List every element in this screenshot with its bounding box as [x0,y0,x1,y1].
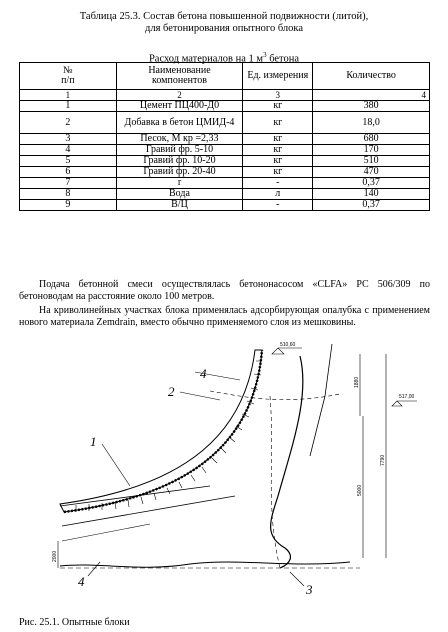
cell-unit: кг [243,145,313,156]
cell-qty: 380 [313,101,430,112]
paragraph-pump: Подача бетонной смеси осуществлялась бетононасосом «CLFA» PC 506/309 по бетоноводам на расстояние около 100 метров. [19,279,430,302]
formwork-band [60,350,262,512]
cell-qty: 680 [313,134,430,145]
column-number-row [20,90,430,101]
figure-caption: Рис. 25.1. Опытные блоки [19,617,130,628]
figure-label-4-bottom: 4 [78,574,85,589]
leader-line [180,392,220,400]
table-row [20,200,430,211]
table-row [20,156,430,167]
cell-unit: - [243,200,313,211]
table-row [20,178,430,189]
figure-label-4: 4 [200,366,207,381]
subtitle-tail: бетона [266,53,300,65]
col-number: 4 [313,90,430,101]
table-row [20,189,430,200]
header-unit: Ед. измерения [243,63,313,90]
header-name-line2: компонентов [152,75,207,86]
cell-unit: кг [243,167,313,178]
header-name-line1: Наименование [148,65,211,76]
cell-qty: 470 [313,167,430,178]
cell-num: 6 [20,167,117,178]
elevation-right: 517,00 [399,394,415,400]
leader-line [102,444,130,486]
elevation-marker [272,348,302,354]
dimension-7790: 7790 [380,454,386,466]
dimension-2000: 2000 [52,550,58,562]
leader-line [88,562,100,576]
subtitle-text: Расход материалов на 1 м [148,53,264,65]
table-header-row [20,63,430,90]
col-number: 3 [243,90,313,101]
cell-num: 7 [20,178,117,189]
cell-name: Цемент ПЦ400-Д0 [116,101,243,112]
cell-qty: 18,0 [313,112,430,134]
cell-num: 4 [20,145,117,156]
cell-qty: 140 [313,189,430,200]
cell-qty: 170 [313,145,430,156]
cell-unit: кг [243,101,313,112]
header-num [20,63,117,90]
cell-num: 2 [20,112,117,134]
cell-qty: 0,37 [313,178,430,189]
materials-table [19,62,430,211]
elevation-top: 510,60 [280,342,296,348]
cell-unit: кг [243,112,313,134]
cell-unit: кг [243,134,313,145]
cell-num: 9 [20,200,117,211]
cell-name: В/Ц [116,200,243,211]
subtitle-superscript: 3 [263,51,267,59]
figure-label-1: 1 [90,434,97,449]
cell-name: Гравий фр. 5-10 [116,145,243,156]
cell-name: Гравий фр. 20-40 [116,167,243,178]
table-row [20,167,430,178]
header-qty: Количество [313,63,430,90]
cell-name: r [116,178,243,189]
header-name [116,63,243,90]
cell-num: 8 [20,189,117,200]
leader-line [290,572,304,586]
col-number: 2 [116,90,243,101]
cell-unit: л [243,189,313,200]
table-title-line1: Таблица 25.3. Состав бетона повышенной подвижности (литой), [79,11,369,22]
table-row [20,112,430,134]
elevation-marker [392,401,417,406]
ground-line [60,562,350,567]
rock-profile [271,356,303,568]
figure-label-2: 2 [168,384,175,399]
cell-unit: - [243,178,313,189]
experimental-blocks-figure [40,336,420,606]
cell-name: Песок, М кр =2,33 [116,134,243,145]
header-num-line2: п/п [61,75,75,86]
rock-slope [310,344,332,456]
dashed-line [210,391,340,400]
cell-name: Гравий фр. 10-20 [116,156,243,167]
block-bottom-line [62,524,150,541]
cell-num: 3 [20,134,117,145]
header-num-line1: № [63,65,73,76]
table-row [20,134,430,145]
table-row [20,145,430,156]
cell-unit: кг [243,156,313,167]
cell-num: 1 [20,101,117,112]
table-title-line2: для бетонирования опытного блока [145,23,303,34]
paragraph-formwork: На криволинейных участках блока применялась адсорбирующая опалубка с применением нового материала Zemdrain, вместо обычно применяемого слоя из мешковины. [19,305,430,328]
dashed-line [270,396,280,568]
cell-num: 5 [20,156,117,167]
col-number: 1 [20,90,117,101]
cell-name: Добавка в бетон ЦМИД-4 [116,112,243,134]
figure-label-3: 3 [306,582,313,597]
dimension-1880: 1880 [354,376,360,388]
dimension-5000: 5000 [357,484,363,496]
cell-qty: 510 [313,156,430,167]
cell-qty: 0,37 [313,200,430,211]
table-row [20,101,430,112]
cell-name: Вода [116,189,243,200]
